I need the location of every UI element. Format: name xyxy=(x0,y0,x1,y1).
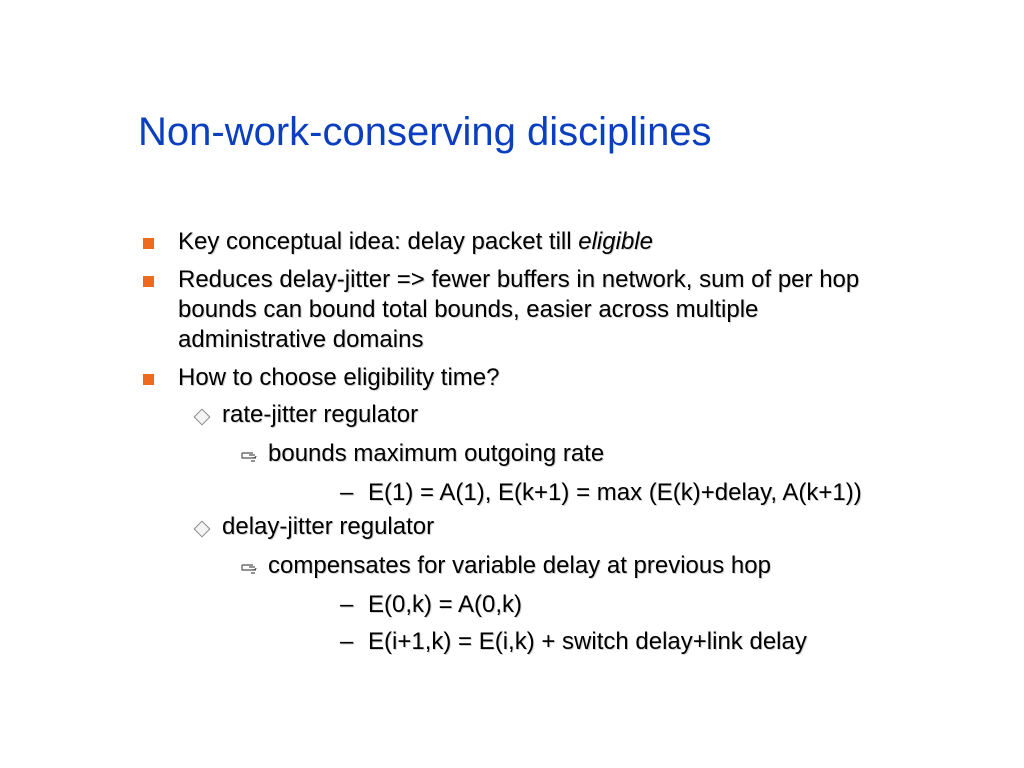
bullet-1 xyxy=(178,227,653,257)
bullet-2-line-1: Reduces delay-jitter => fewer buffers in network, sum of per hop xyxy=(178,266,860,293)
point-bounds-maximum-rate: bounds maximum outgoing rate xyxy=(268,440,605,467)
bullet-1-text: Key conceptual idea: delay packet till xyxy=(178,228,579,255)
dash-marker: – xyxy=(340,591,354,618)
slide-title: Non-work-conserving disciplines xyxy=(138,110,712,154)
pointing-hand-icon xyxy=(241,447,263,463)
formula-delay-jitter-recursive: E(i+1,k) = E(i,k) + switch delay+link delay xyxy=(368,628,807,655)
bullet-1-italic: eligible xyxy=(578,228,653,255)
sub-bullet-rate-jitter: rate-jitter regulator xyxy=(222,401,419,428)
formula-delay-jitter-initial: E(0,k) = A(0,k) xyxy=(368,591,523,618)
square-bullet-icon xyxy=(143,238,154,249)
bullet-3: How to choose eligibility time? xyxy=(178,364,500,391)
bullet-2-line-2: bounds can bound total bounds, easier across multiple xyxy=(178,296,759,323)
dash-marker: – xyxy=(340,628,354,655)
dash-marker: – xyxy=(340,479,354,506)
diamond-bullet-icon xyxy=(194,409,211,426)
bullet-2-line-3: administrative domains xyxy=(178,326,424,353)
diamond-bullet-icon xyxy=(194,521,211,538)
square-bullet-icon xyxy=(143,374,154,385)
sub-bullet-delay-jitter: delay-jitter regulator xyxy=(222,513,435,540)
point-compensates-delay: compensates for variable delay at previous hop xyxy=(268,552,771,579)
formula-rate-jitter: E(1) = A(1), E(k+1) = max (E(k)+delay, A(k+1)) xyxy=(368,479,862,506)
pointing-hand-icon xyxy=(241,559,263,575)
square-bullet-icon xyxy=(143,276,154,287)
